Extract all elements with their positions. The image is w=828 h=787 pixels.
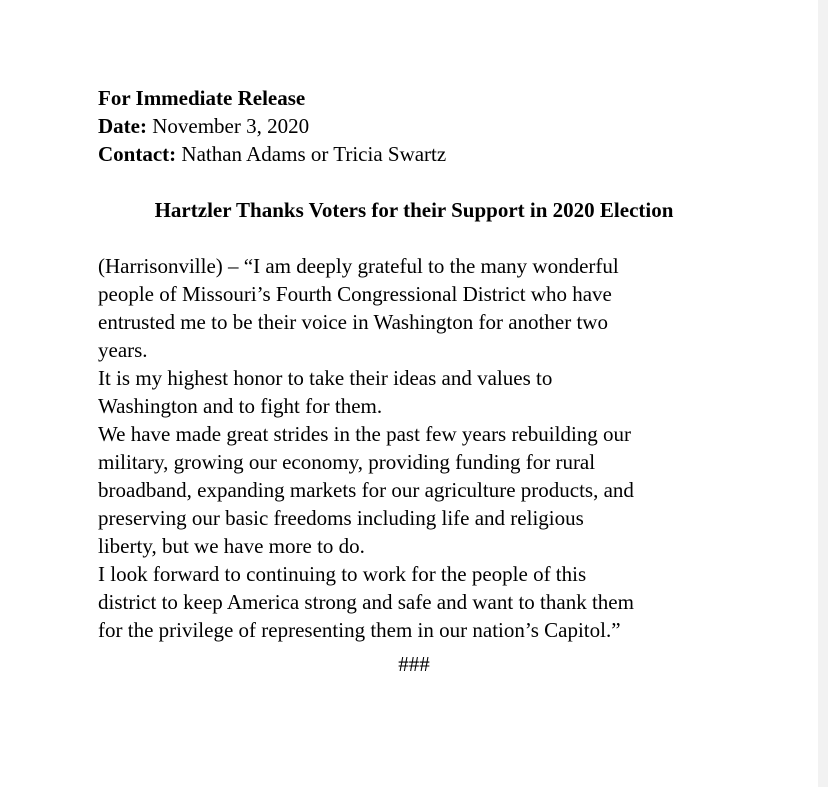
date-line (98, 112, 738, 140)
press-release-headline: Hartzler Thanks Voters for their Support in 2020 Election (154, 198, 674, 222)
body-line: (Harrisonville) – “I am deeply grateful to the many wonderful (98, 254, 619, 278)
press-release-body (98, 252, 738, 644)
body-line: district to keep America strong and safe and want to thank them (98, 590, 634, 614)
release-line (98, 84, 738, 112)
contact-value: Nathan Adams or Tricia Swartz (181, 142, 447, 166)
release-label: For Immediate Release (98, 86, 306, 110)
contact-label: Contact: (98, 142, 177, 166)
body-line: We have made great strides in the past few years rebuilding our (98, 422, 632, 446)
release-header (98, 84, 738, 168)
body-line: entrusted me to be their voice in Washington for another two (98, 310, 608, 334)
body-line: people of Missouri’s Fourth Congressional District who have (98, 282, 612, 306)
date-value: November 3, 2020 (152, 114, 310, 138)
body-line: broadband, expanding markets for our agriculture products, and (98, 478, 634, 502)
date-label: Date: (98, 114, 147, 138)
body-line: Washington and to fight for them. (98, 394, 383, 418)
body-line: I look forward to continuing to work for the people of this (98, 562, 587, 586)
contact-line (98, 140, 738, 168)
end-mark: ### (398, 652, 430, 676)
body-line: liberty, but we have more to do. (98, 534, 365, 558)
body-line: years. (98, 338, 148, 362)
body-line: for the privilege of representing them in our nation’s Capitol.” (98, 618, 621, 642)
body-line: military, growing our economy, providing funding for rural (98, 450, 596, 474)
body-line: It is my highest honor to take their ideas and values to (98, 366, 553, 390)
body-line: preserving our basic freedoms including life and religious (98, 506, 584, 530)
page-gutter (818, 0, 828, 787)
